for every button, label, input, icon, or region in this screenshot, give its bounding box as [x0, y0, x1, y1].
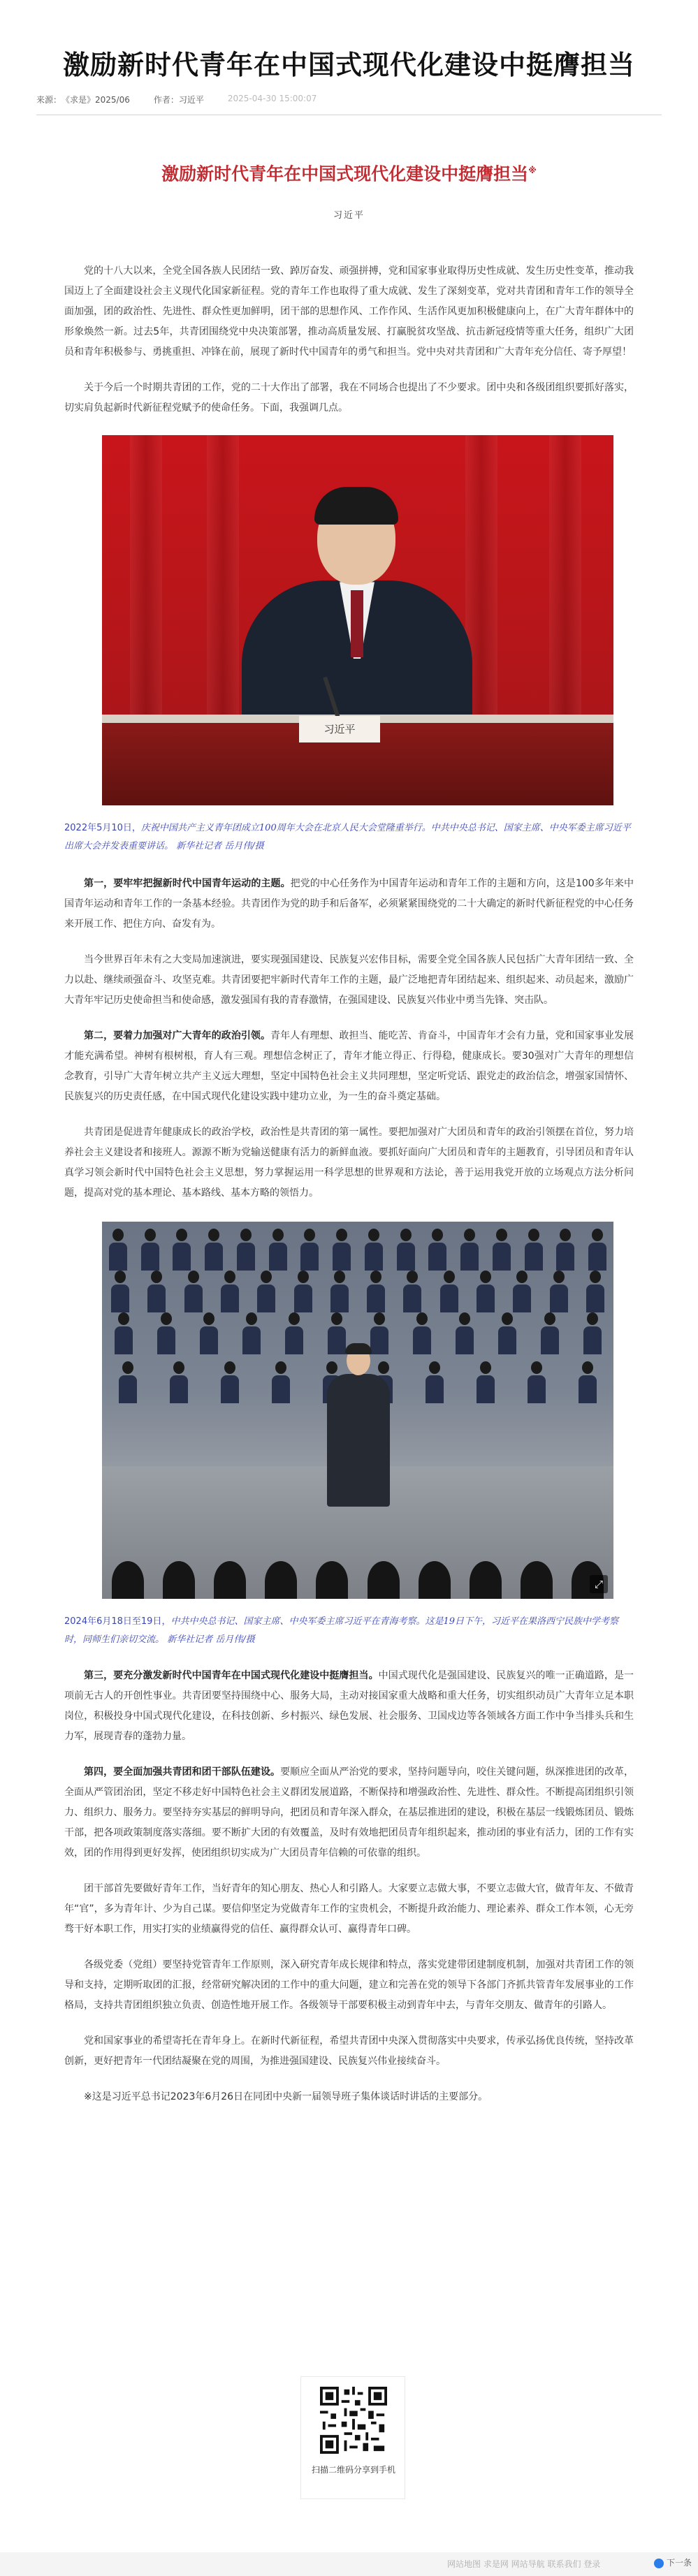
photo-1-caption — [64, 819, 634, 856]
caption-text: 庆祝中国共产主义青年团成立100周年大会在北京人民大会堂隆重举行。中共中央总书记、国家主席、中央军委主席习近平出席大会并发表重要讲话。 新华社记者 岳月伟/摄 — [64, 823, 631, 852]
photo-2-caption — [64, 1613, 634, 1649]
meta-source — [36, 94, 130, 105]
paragraph — [64, 1762, 634, 1864]
meta-author-value: 习近平 — [178, 95, 204, 105]
speaker-figure — [242, 491, 472, 742]
article-title-text: 激励新时代青年在中国式现代化建设中挺膺担当 — [161, 163, 529, 184]
caption-date: 2024年6月18日至19日， — [64, 1616, 171, 1627]
paragraph: 当今世界百年未有之大变局加速演进，要实现强国建设、民族复兴宏伟目标，需要全党全国各族人民包括广大青年团结一致、全力以赴、继续顽强奋斗、攻坚克难。共青团要把牢新时代青年工作的主题，最广泛地把青年团结起来、组织起来、动员起来，激励广大青年牢记历史使命担当和使命感，激发强国有我的青春激情，在强国建设、民族复兴伟业中勇当先锋、突击队。 — [64, 954, 634, 1007]
caption-date: 2022年5月10日， — [64, 823, 141, 834]
paragraph-text: 青年人有理想、敢担当、能吃苦、肯奋斗，中国青年才会有力量，党和国家事业发展才能充满希望。神树有根树根，育人有三观。理想信念树正了，青年才能立得正、行得稳，健康成长。要30强对广大青年的理想信念教育，引导广大青年树立共产主义远大理想，坚定中国特色社会主义共同理想，坚定听党话、跟党走的政治信念，增强家国情怀、民族复兴的历史责任感，在中国式现代化建设实践中建功立业，为一生的奋斗奠定基础。 — [64, 1030, 634, 1103]
footer-links[interactable]: 网站地图 求是网 网站导航 联系我们 登录 — [447, 2559, 601, 2569]
meta-author-label: 作者： — [153, 95, 179, 105]
footnote-mark: ※ — [528, 166, 537, 175]
paragraph: 关于今后一个时期共青团的工作，党的二十大作出了部署，我在不同场合也提出了不少要求。团中央和各级团组织要抓好落实，切实肩负起新时代新征程党赋予的使命任务。下面，我强调几点。 — [64, 382, 634, 414]
speaker-figure — [327, 1346, 390, 1507]
paragraph — [64, 874, 634, 935]
paragraph-text: 要顺应全面从严治党的要求，坚持问题导向，咬住关键问题，纵深推进团的改革，全面从严管团治团，坚定不移走好中国特色社会主义群团发展道路，不断保持和增强政治性、先进性、群众性。不断提高团组织引领力、组织力、服务力。要坚持夯实基层的鲜明导向，把团员和青年深入群众，在基层推进团的建设，积极在基层一线锻炼团员、锻炼干部，把各项政策制度落实落细。要不断扩大团的有效覆盖，及时有效地把团员青年组织起来，推动团的事业有活力，团的工作有实效，团的作用得到更好发挥，使团组织切实成为广大团员青年信赖的可依靠的组织。 — [64, 1766, 634, 1859]
paragraph — [64, 1026, 634, 1107]
qr-share-box[interactable] — [300, 2376, 405, 2499]
photo-1 — [102, 435, 613, 805]
nameplate: 习近平 — [299, 716, 380, 742]
paragraph: 党和国家事业的希望寄托在青年身上。在新时代新征程，希望共青团中央深入贯彻落实中央要求，传承弘扬优良传统，坚持改革创新，更好把青年一代团结凝聚在党的周围，为推进强国建设、民族复兴伟业接续奋斗。 — [64, 2035, 634, 2068]
meta-source-label: 来源： — [36, 95, 62, 105]
photo-2 — [102, 1222, 613, 1599]
meta-time: 2025-04-30 15:00:07 — [227, 94, 317, 103]
paragraph: 各级党委（党组）要坚持党管青年工作原则，深入研究青年成长规律和特点，落实党建带团建制度机制，加强对共青团工作的领导和支持，定期听取团的汇报，经常研究解决团的工作中的重大问题，建立和完善在党的领导下各部门齐抓共管青年发展事业的工作格局，支持共青团组织独立负责、创造性地开展工作。各级领导干部要积极主动到青年中去，与青年交朋友、做青年的引路人。 — [64, 1959, 634, 2012]
meta-source-value[interactable]: 《求是》2025/06 — [61, 95, 130, 105]
paragraph-lead: 第四，要全面加强共青团和团干部队伍建设。 — [84, 1766, 281, 1778]
article-author: 习近平 — [333, 210, 365, 221]
qr-code-icon — [320, 2387, 387, 2454]
paragraph-text: 中国式现代化是强国建设、民族复兴的唯一正确道路，是一项前无古人的开创性事业。共青团要坚持围绕中心、服务大局，主动对接国家重大战略和重大任务，切实组织动员广大青年立足本职岗位，积极投身中国式现代化建设，在科技创新、乡村振兴、绿色发展、社会服务、卫国戍边等各领域各方面工作中争当排头兵和生力军，展现青春的蓬勃力量。 — [64, 1670, 634, 1743]
zoom-icon[interactable]: ⤢ — [590, 1575, 608, 1593]
caption-text: 中共中央总书记、国家主席、中央军委主席习近平在青海考察。这是19日下午，习近平在果洛西宁民族中学考察时，同师生们亲切交流。 新华社记者 岳月伟/摄 — [64, 1616, 618, 1646]
article-meta — [36, 94, 662, 105]
bottom-bar — [0, 2552, 698, 2576]
meta-author — [154, 94, 204, 105]
paragraph-text: 把党的中心任务作为中国青年运动和青年工作的主题和方向，这是100多年来中国青年运动和青年工作的一条基本经验。共青团作为党的助手和后备军，必须紧紧围绕党的二十大确定的新时代新征程党的中心任务来开展工作、把住方向、奋发有为。 — [64, 878, 634, 930]
footnote: ※这是习近平总书记2023年6月26日在同团中央新一届领导班子集体谈话时讲话的主要部分。 — [84, 2091, 488, 2103]
paragraph-lead: 第二，要着力加强对广大青年的政治引领。 — [84, 1030, 271, 1042]
paragraph: 党的十八大以来，全党全国各族人民团结一致、踔厉奋发、顽强拼搏，党和国家事业取得历史性成就、发生历史性变革，推动我国迈上了全面建设社会主义现代化国家新征程。党的青年工作也取得了重大成就、发生了深刻变革，党对共青团和青年工作的领导全面加强，团的政治性、先进性、群众性更加鲜明，团干部的思想作风、工作作风、生活作风更加积极健康向上，在广大青年群体中的形象焕然一新。过去5年，共青团围绕党中央决策部署，推动高质量发展、打赢脱贫攻坚战、抗击新冠疫情等重大任务，组织广大团员和青年积极参与、勇挑重担、冲锋在前，展现了新时代中国青年的勇气和担当。党中央对共青团和广大青年充分信任、寄予厚望！ — [64, 265, 634, 358]
arrow-icon — [654, 2559, 664, 2568]
qr-label: 扫描二维码分享到手机 — [311, 2465, 395, 2475]
paragraph: 共青团是促进青年健康成长的政治学校，政治性是共青团的第一属性。要把加强对广大团员和青年的政治引领摆在首位，努力培养社会主义建设者和接班人。源源不断为党输送健康有活力的新鲜血液。要抓好面向广大团员和青年的主题教育，引导团员和青年认真学习领会新时代中国特色社会主义思想，努力掌握运用一科学思想的世界观和方法论，善于运用我党开放的立场观点方法分析问题，提高对党的基本理论、基本路线、基本方略的领悟力。 — [64, 1127, 634, 1199]
article-title — [64, 156, 634, 188]
paragraph-lead: 第一，要牢牢把握新时代中国青年运动的主题。 — [84, 878, 291, 890]
article-body — [64, 140, 634, 2107]
paragraph: 团干部首先要做好青年工作，当好青年的知心朋友、热心人和引路人。大家要立志做大事，不要立志做大官，做青年友、不做青年“官”，多为青年计、少为自己谋。要信仰坚定为党做青年工作的宝贵机会，不断提升政治能力、理论素养、群众工作本领，心无旁骛干好本职工作，用实打实的业绩赢得党的信任、赢得群众认可、赢得青年口碑。 — [64, 1883, 634, 1935]
paragraph-lead: 第三，要充分激发新时代中国青年在中国式现代化建设中挺膺担当。 — [84, 1670, 379, 1682]
photo-speech-image — [102, 435, 613, 805]
next-article-button[interactable] — [654, 2556, 692, 2568]
photo-students-image — [102, 1222, 613, 1599]
next-article-label: 下一条 — [667, 2558, 692, 2568]
page-title: 激励新时代青年在中国式现代化建设中挺膺担当 — [62, 50, 635, 80]
paragraph — [64, 1666, 634, 1747]
